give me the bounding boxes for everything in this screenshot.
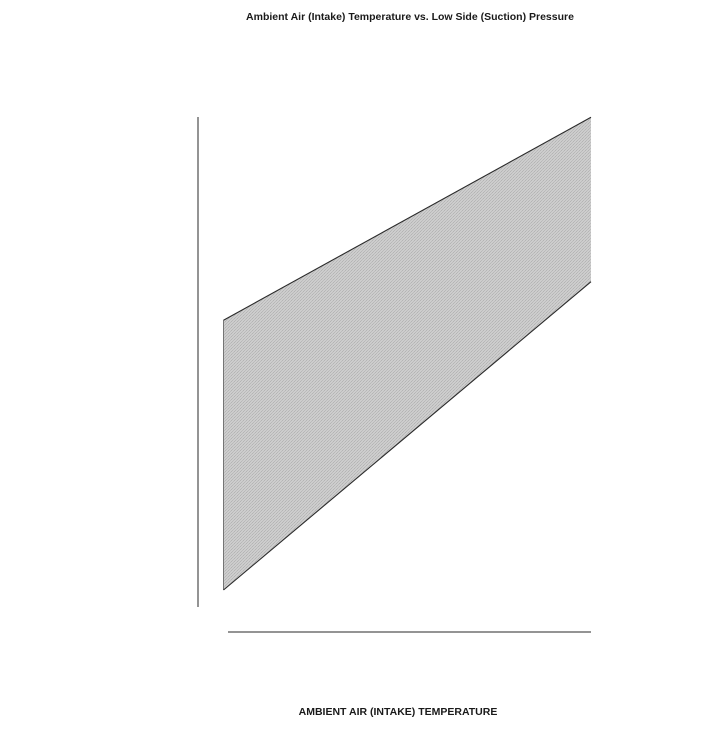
x-axis-label: AMBIENT AIR (INTAKE) TEMPERATURE (298, 706, 498, 718)
humidity-band (224, 117, 592, 590)
chart-title: Ambient Air (Intake) Temperature vs. Low Side (Suction) Pressure (246, 11, 574, 23)
